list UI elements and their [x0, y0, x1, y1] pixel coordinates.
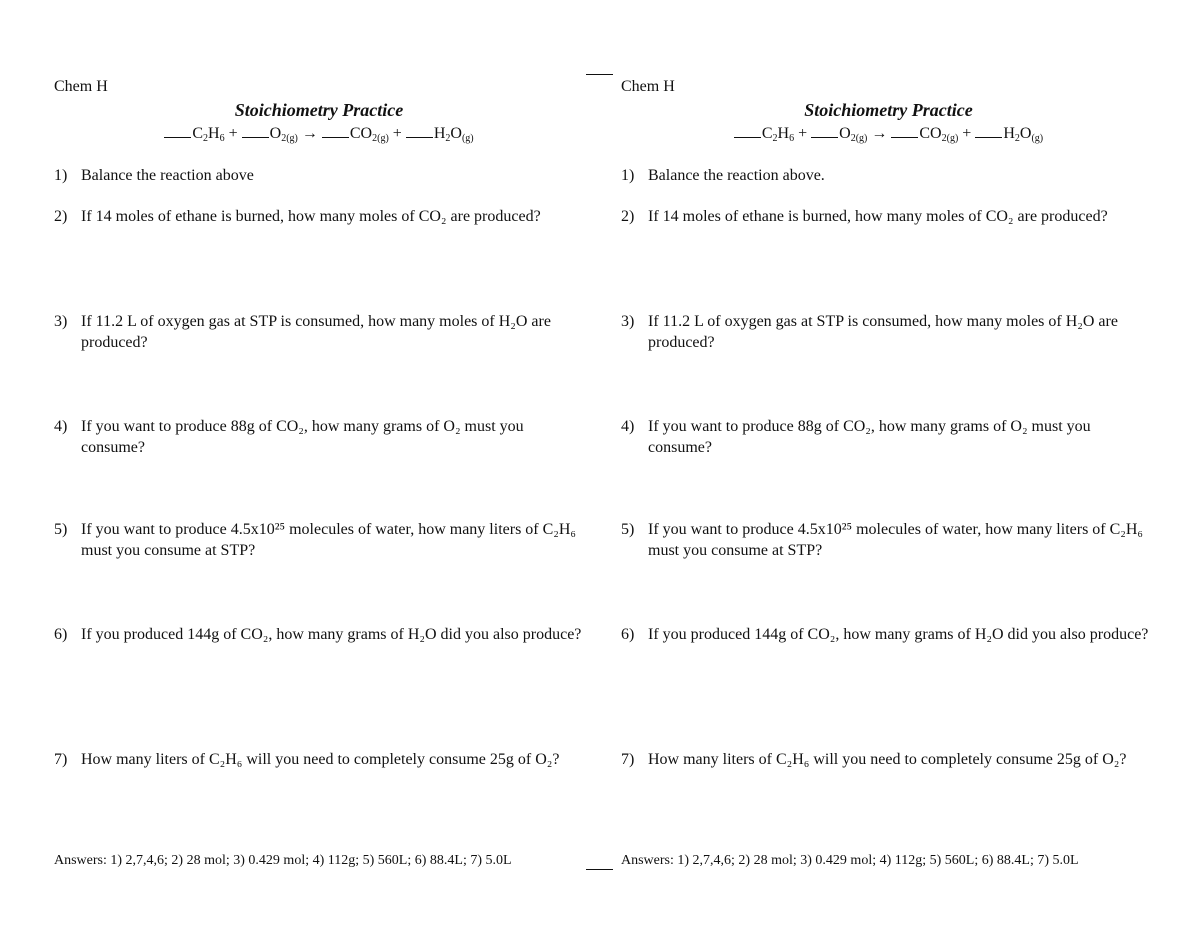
reaction-equation: $C_2H_6 + O_{2(g)} \to CO_{2(g)} + H_2O_{(g)}$ [621, 125, 1156, 143]
worksheet-title: Stoichiometry Practice [804, 100, 973, 120]
question-1: 1) Balance the reaction above. [621, 167, 825, 184]
coefficient-blank[interactable] [811, 125, 838, 138]
course-label: Chem H [621, 78, 675, 95]
question-2: 2) If 14 moles of ethane is burned, how many moles of CO₂ are produced? [621, 208, 1108, 225]
question-6: 6) If you produced 144g of CO₂, how many grams of H₂O did you also produce? [621, 626, 1149, 643]
question-7: 7) How many liters of C₂H₆ will you need to completely consume 25g of O₂? [621, 751, 1127, 768]
worksheet-right [621, 0, 1156, 927]
coefficient-blank[interactable] [242, 125, 269, 138]
reaction-equation: $C_2H_6 + O_{2(g)} \to CO_{2(g)} + H_2O_{(g)}$ [54, 125, 584, 143]
worksheet-title: Stoichiometry Practice [234, 100, 404, 120]
coefficient-blank[interactable] [734, 125, 761, 138]
question-7: 7) How many liters of C₂H₆ will you need to completely consume 25g of O₂? [54, 751, 560, 768]
question-2: 2) If 14 moles of ethane is burned, how many moles of CO₂ are produced? [54, 208, 541, 225]
worksheet-left [54, 0, 584, 927]
coefficient-blank[interactable] [891, 125, 918, 138]
coefficient-blank[interactable] [322, 125, 349, 138]
question-5: 5) If you want to produce 4.5x10²⁵ molecules of water, how many liters of C₂H₆ must you consume at STP? [54, 521, 576, 559]
question-3: 3) If 11.2 L of oxygen gas at STP is consumed, how many moles of H₂O are produced? [54, 313, 551, 351]
divider-bottom [586, 869, 613, 870]
answer-key: Answers: 1) 2,7,4,6; 2) 28 mol; 3) 0.429 mol; 4) 112g; 5) 560L; 6) 88.4L; 7) 5.0L [54, 853, 512, 868]
question-1: 1) Balance the reaction above [54, 167, 254, 184]
coefficient-blank[interactable] [164, 125, 191, 138]
question-4: 4) If you want to produce 88g of CO₂, how many grams of O₂ must you consume? [621, 418, 1091, 456]
question-6: 6) If you produced 144g of CO₂, how many grams of H₂O did you also produce? [54, 626, 582, 643]
question-4: 4) If you want to produce 88g of CO₂, how many grams of O₂ must you consume? [54, 418, 524, 456]
coefficient-blank[interactable] [406, 125, 433, 138]
answer-key: Answers: 1) 2,7,4,6; 2) 28 mol; 3) 0.429 mol; 4) 112g; 5) 560L; 6) 88.4L; 7) 5.0L [621, 853, 1079, 868]
coefficient-blank[interactable] [975, 125, 1002, 138]
divider-top [586, 74, 613, 75]
question-3: 3) If 11.2 L of oxygen gas at STP is consumed, how many moles of H₂O are produced? [621, 313, 1118, 351]
question-5: 5) If you want to produce 4.5x10²⁵ molecules of water, how many liters of C₂H₆ must you consume at STP? [621, 521, 1143, 559]
course-label: Chem H [54, 78, 108, 95]
